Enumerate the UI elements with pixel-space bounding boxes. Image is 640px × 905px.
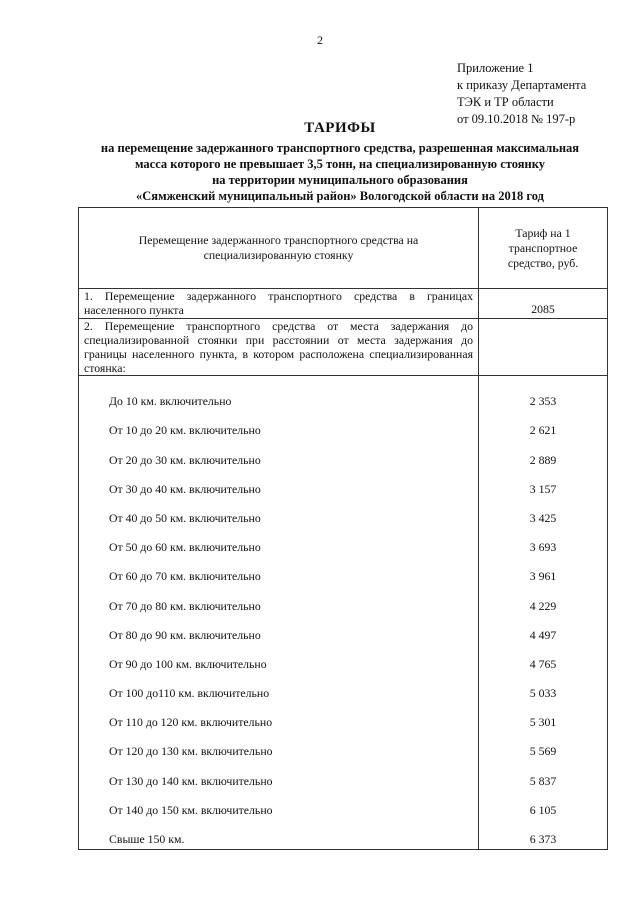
tariff-value: 3 693 bbox=[529, 540, 557, 555]
tariff-value: 4 765 bbox=[529, 656, 557, 671]
tariff-value: 2 353 bbox=[529, 394, 557, 409]
appendix-line-1: Приложение 1 bbox=[457, 61, 534, 75]
title-line-1: на перемещение задержанного транспортного средства, разрешенная максимальная bbox=[100, 141, 580, 155]
distance-label: От 20 до 30 км. включительно bbox=[109, 452, 261, 467]
tariff-value: 5 301 bbox=[529, 715, 557, 730]
distance-values-cell bbox=[479, 376, 608, 850]
distance-label: От 40 до 50 км. включительно bbox=[109, 510, 261, 525]
appendix-line-4: от 09.10.2018 № 197-р bbox=[457, 112, 576, 126]
distance-label: От 110 до 120 км. включительно bbox=[109, 715, 273, 730]
tariff-value: 5 569 bbox=[529, 744, 557, 759]
tariff-value: 6 105 bbox=[529, 802, 557, 817]
distance-label: От 130 до 140 км. включительно bbox=[109, 773, 273, 788]
section1-value: 2085 bbox=[479, 289, 608, 319]
tariff-value: 2 889 bbox=[529, 452, 557, 467]
table-row bbox=[79, 319, 608, 376]
distance-label: От 70 до 80 км. включительно bbox=[109, 598, 261, 613]
tariff-value: 3 425 bbox=[529, 510, 557, 525]
tariff-value: 6 373 bbox=[529, 832, 557, 846]
header-movement: Перемещение задержанного транспортного средства на специализированную стоянку bbox=[79, 208, 479, 289]
section2-value-empty bbox=[479, 319, 608, 376]
distance-label: От 100 до110 км. включительно bbox=[109, 686, 270, 701]
distance-label: Свыше 150 км. bbox=[109, 832, 185, 846]
distance-label: От 10 до 20 км. включительно bbox=[109, 423, 261, 438]
tariff-value: 5 033 bbox=[529, 686, 557, 701]
appendix-line-2: к приказу Департамента bbox=[457, 78, 587, 92]
distance-labels-cell bbox=[79, 376, 479, 850]
table-row bbox=[79, 289, 608, 319]
distance-label: От 50 до 60 км. включительно bbox=[109, 540, 261, 555]
distance-label: От 30 до 40 км. включительно bbox=[109, 481, 261, 496]
tariff-value: 3 961 bbox=[529, 569, 557, 584]
distance-label: От 60 до 70 км. включительно bbox=[109, 569, 261, 584]
appendix-note bbox=[457, 60, 586, 128]
document-title bbox=[60, 120, 620, 204]
appendix-line-3: ТЭК и ТР области bbox=[457, 95, 554, 109]
header-tariff: Тариф на 1 транспортное средство, руб. bbox=[479, 208, 608, 289]
page-number: 2 bbox=[317, 33, 323, 47]
tariff-value: 5 837 bbox=[529, 773, 557, 788]
tariff-value: 3 157 bbox=[529, 481, 557, 496]
title-line-3: на территории муниципального образования bbox=[212, 173, 468, 187]
section1-text: 1. Перемещение задержанного транспортного средства в границах населенного пункта bbox=[79, 289, 479, 319]
distance-label: От 90 до 100 км. включительно bbox=[109, 656, 267, 671]
distance-label: До 10 км. включительно bbox=[109, 394, 232, 409]
title-line-2: масса которого не превышает 3,5 тонн, на специализированную стоянку bbox=[134, 157, 545, 171]
tariff-value: 2 621 bbox=[529, 423, 557, 438]
distance-label: От 140 до 150 км. включительно bbox=[109, 802, 273, 817]
table-header-row bbox=[79, 208, 608, 289]
distance-rows bbox=[79, 376, 608, 850]
tariffs-table bbox=[78, 207, 608, 850]
tariff-value: 4 229 bbox=[529, 598, 557, 613]
tariff-value: 4 497 bbox=[529, 627, 557, 642]
title-main: ТАРИФЫ bbox=[304, 120, 376, 136]
distance-label: От 120 до 130 км. включительно bbox=[109, 744, 273, 759]
distance-label: От 80 до 90 км. включительно bbox=[109, 627, 261, 642]
section2-text: 2. Перемещение транспортного средства от места задержания до специализированной стоянки при расстоянии от места задержания до границы населенного пункта, в котором расположена специализированная стоянка: bbox=[79, 319, 479, 376]
title-line-4: «Сямженский муниципальный район» Вологодской области на 2018 год bbox=[136, 189, 544, 203]
